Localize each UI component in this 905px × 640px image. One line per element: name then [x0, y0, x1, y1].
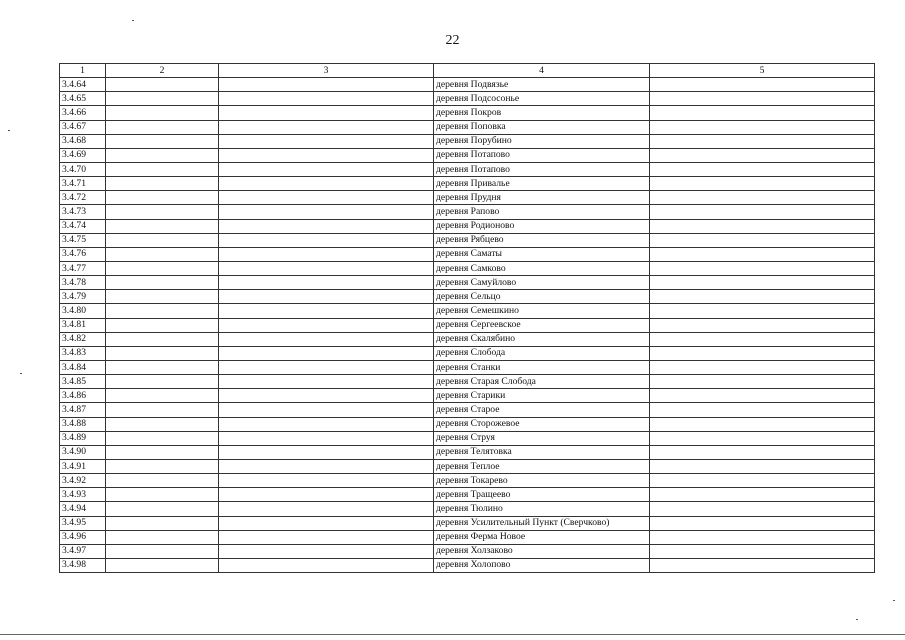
table-cell-col-5 — [650, 502, 875, 516]
table-cell-col-3 — [219, 276, 434, 290]
table-cell-col-3 — [219, 318, 434, 332]
table-cell-col-2 — [106, 233, 219, 247]
table-cell-col-4: деревня Самково — [434, 261, 650, 275]
table-cell-col-1: 3.4.96 — [60, 530, 106, 544]
table-cell-col-2 — [106, 92, 219, 106]
table-cell-col-1: 3.4.98 — [60, 558, 106, 572]
table-row — [60, 346, 875, 360]
table-cell-col-5 — [650, 134, 875, 148]
table-cell-col-5 — [650, 92, 875, 106]
table-cell-col-5 — [650, 162, 875, 176]
table-cell-col-5 — [650, 247, 875, 261]
table-cell-col-1: 3.4.91 — [60, 459, 106, 473]
table-cell-col-2 — [106, 389, 219, 403]
table-row — [60, 290, 875, 304]
table-cell-col-3 — [219, 360, 434, 374]
table-cell-col-4: деревня Сельцо — [434, 290, 650, 304]
table-cell-col-2 — [106, 417, 219, 431]
table-cell-col-4: деревня Подвязье — [434, 78, 650, 92]
table-cell-col-4: деревня Прудня — [434, 191, 650, 205]
scan-speck — [20, 373, 22, 374]
table-cell-col-1: 3.4.88 — [60, 417, 106, 431]
table-row — [60, 516, 875, 530]
table-cell-col-3 — [219, 191, 434, 205]
table-cell-col-4: деревня Порубино — [434, 134, 650, 148]
table-cell-col-3 — [219, 474, 434, 488]
table-cell-col-4: деревня Телятовка — [434, 445, 650, 459]
table-cell-col-2 — [106, 403, 219, 417]
table-cell-col-2 — [106, 162, 219, 176]
page-bottom-rule — [0, 634, 905, 635]
table-cell-col-4: деревня Холопово — [434, 558, 650, 572]
page-number: 22 — [445, 33, 460, 48]
table-cell-col-5 — [650, 120, 875, 134]
table-row — [60, 558, 875, 572]
table-row — [60, 459, 875, 473]
table-cell-col-2 — [106, 530, 219, 544]
table-cell-col-2 — [106, 332, 219, 346]
table-cell-col-5 — [650, 78, 875, 92]
table-cell-col-4: деревня Теплое — [434, 459, 650, 473]
table-cell-col-4: деревня Старики — [434, 389, 650, 403]
table-cell-col-1: 3.4.67 — [60, 120, 106, 134]
table-cell-col-3 — [219, 148, 434, 162]
table-cell-col-1: 3.4.78 — [60, 276, 106, 290]
table-cell-col-2 — [106, 318, 219, 332]
table-cell-col-5 — [650, 459, 875, 473]
table-cell-col-3 — [219, 78, 434, 92]
table-cell-col-4: деревня Скалябино — [434, 332, 650, 346]
table-cell-col-3 — [219, 290, 434, 304]
table-row — [60, 177, 875, 191]
table-cell-col-4: деревня Старая Слобода — [434, 375, 650, 389]
table-row — [60, 233, 875, 247]
table-cell-col-3 — [219, 247, 434, 261]
table-cell-col-2 — [106, 459, 219, 473]
table-row — [60, 276, 875, 290]
table-cell-col-2 — [106, 148, 219, 162]
table-row — [60, 474, 875, 488]
table-cell-col-4: деревня Потапово — [434, 162, 650, 176]
table-body — [60, 78, 875, 573]
scan-speck — [132, 20, 134, 21]
table-cell-col-5 — [650, 474, 875, 488]
table-row — [60, 502, 875, 516]
table-cell-col-5 — [650, 290, 875, 304]
table-cell-col-4: деревня Семешкино — [434, 304, 650, 318]
table-row — [60, 417, 875, 431]
table-cell-col-3 — [219, 445, 434, 459]
table-cell-col-4: деревня Тращеево — [434, 488, 650, 502]
table-cell-col-2 — [106, 177, 219, 191]
table-cell-col-3 — [219, 558, 434, 572]
table-cell-col-1: 3.4.86 — [60, 389, 106, 403]
table-row — [60, 191, 875, 205]
table-cell-col-4: деревня Поповка — [434, 120, 650, 134]
table-cell-col-5 — [650, 304, 875, 318]
table-row — [60, 261, 875, 275]
settlements-table — [59, 63, 875, 573]
table-cell-col-4: деревня Усилительный Пункт (Сверчково) — [434, 516, 650, 530]
table-row — [60, 134, 875, 148]
table-cell-col-1: 3.4.70 — [60, 162, 106, 176]
table-cell-col-1: 3.4.73 — [60, 205, 106, 219]
table-row — [60, 403, 875, 417]
table-cell-col-4: деревня Сергеевское — [434, 318, 650, 332]
table-cell-col-1: 3.4.92 — [60, 474, 106, 488]
table-cell-col-5 — [650, 445, 875, 459]
scan-speck — [8, 130, 10, 131]
table-cell-col-4: деревня Самуйлово — [434, 276, 650, 290]
table-cell-col-3 — [219, 134, 434, 148]
table-cell-col-1: 3.4.75 — [60, 233, 106, 247]
table-cell-col-1: 3.4.90 — [60, 445, 106, 459]
table-cell-col-5 — [650, 360, 875, 374]
table-cell-col-4: деревня Слобода — [434, 346, 650, 360]
table-cell-col-1: 3.4.83 — [60, 346, 106, 360]
table-cell-col-3 — [219, 233, 434, 247]
table-cell-col-2 — [106, 544, 219, 558]
scan-speck — [893, 600, 895, 601]
column-header-1: 1 — [60, 64, 106, 78]
table-cell-col-1: 3.4.82 — [60, 332, 106, 346]
table-cell-col-2 — [106, 106, 219, 120]
table-cell-col-3 — [219, 516, 434, 530]
table-row — [60, 445, 875, 459]
table-cell-col-3 — [219, 488, 434, 502]
table-cell-col-2 — [106, 474, 219, 488]
table-cell-col-3 — [219, 304, 434, 318]
table-cell-col-5 — [650, 219, 875, 233]
table-cell-col-5 — [650, 530, 875, 544]
table-cell-col-5 — [650, 332, 875, 346]
table-cell-col-3 — [219, 502, 434, 516]
table-row — [60, 92, 875, 106]
table-cell-col-5 — [650, 375, 875, 389]
table-row — [60, 360, 875, 374]
table-cell-col-2 — [106, 78, 219, 92]
table-cell-col-4: деревня Старое — [434, 403, 650, 417]
column-header-4: 4 — [434, 64, 650, 78]
table-row — [60, 318, 875, 332]
table-cell-col-3 — [219, 332, 434, 346]
table-cell-col-4: деревня Сторожевое — [434, 417, 650, 431]
column-header-2: 2 — [106, 64, 219, 78]
table-cell-col-3 — [219, 403, 434, 417]
table-cell-col-1: 3.4.64 — [60, 78, 106, 92]
table-cell-col-2 — [106, 502, 219, 516]
table-cell-col-4: деревня Подсосонье — [434, 92, 650, 106]
table-cell-col-5 — [650, 148, 875, 162]
table-cell-col-3 — [219, 530, 434, 544]
table-row — [60, 304, 875, 318]
table-cell-col-2 — [106, 205, 219, 219]
table-cell-col-4: деревня Рябцево — [434, 233, 650, 247]
table-cell-col-5 — [650, 403, 875, 417]
table-cell-col-1: 3.4.76 — [60, 247, 106, 261]
table-cell-col-3 — [219, 375, 434, 389]
table-cell-col-4: деревня Рапово — [434, 205, 650, 219]
header-row — [60, 64, 875, 78]
table-cell-col-2 — [106, 304, 219, 318]
table-cell-col-1: 3.4.74 — [60, 219, 106, 233]
table-cell-col-1: 3.4.69 — [60, 148, 106, 162]
column-header-3: 3 — [219, 64, 434, 78]
table-cell-col-5 — [650, 417, 875, 431]
table-cell-col-5 — [650, 177, 875, 191]
table-cell-col-3 — [219, 92, 434, 106]
table-cell-col-1: 3.4.66 — [60, 106, 106, 120]
table-row — [60, 120, 875, 134]
table-row — [60, 148, 875, 162]
table-cell-col-5 — [650, 191, 875, 205]
table-cell-col-3 — [219, 261, 434, 275]
table-row — [60, 431, 875, 445]
table-cell-col-1: 3.4.84 — [60, 360, 106, 374]
table-cell-col-2 — [106, 375, 219, 389]
table-row — [60, 488, 875, 502]
table-cell-col-3 — [219, 219, 434, 233]
table-cell-col-2 — [106, 488, 219, 502]
table-cell-col-3 — [219, 106, 434, 120]
scan-speck — [856, 619, 858, 620]
table-cell-col-1: 3.4.77 — [60, 261, 106, 275]
table-cell-col-3 — [219, 120, 434, 134]
table-cell-col-5 — [650, 261, 875, 275]
table-cell-col-2 — [106, 219, 219, 233]
table-cell-col-5 — [650, 544, 875, 558]
table-cell-col-1: 3.4.87 — [60, 403, 106, 417]
table-cell-col-5 — [650, 488, 875, 502]
table-cell-col-3 — [219, 431, 434, 445]
table-cell-col-1: 3.4.89 — [60, 431, 106, 445]
table-row — [60, 78, 875, 92]
table-cell-col-2 — [106, 134, 219, 148]
table-cell-col-4: деревня Родионово — [434, 219, 650, 233]
table-cell-col-2 — [106, 276, 219, 290]
table-row — [60, 389, 875, 403]
table-row — [60, 332, 875, 346]
table-cell-col-4: деревня Станки — [434, 360, 650, 374]
table-cell-col-5 — [650, 276, 875, 290]
table-cell-col-2 — [106, 261, 219, 275]
table-cell-col-1: 3.4.71 — [60, 177, 106, 191]
table-cell-col-3 — [219, 459, 434, 473]
table-cell-col-5 — [650, 106, 875, 120]
table-cell-col-1: 3.4.95 — [60, 516, 106, 530]
table-cell-col-5 — [650, 318, 875, 332]
table-cell-col-3 — [219, 177, 434, 191]
table-cell-col-5 — [650, 558, 875, 572]
table-cell-col-5 — [650, 389, 875, 403]
table-cell-col-1: 3.4.94 — [60, 502, 106, 516]
table-cell-col-1: 3.4.80 — [60, 304, 106, 318]
table-cell-col-1: 3.4.81 — [60, 318, 106, 332]
table-cell-col-3 — [219, 162, 434, 176]
table-cell-col-3 — [219, 544, 434, 558]
table-cell-col-3 — [219, 205, 434, 219]
table-cell-col-2 — [106, 120, 219, 134]
table-cell-col-5 — [650, 431, 875, 445]
table-cell-col-2 — [106, 290, 219, 304]
table-cell-col-4: деревня Тюлино — [434, 502, 650, 516]
table-cell-col-2 — [106, 346, 219, 360]
table-row — [60, 375, 875, 389]
table-cell-col-4: деревня Ферма Новое — [434, 530, 650, 544]
table-cell-col-4: деревня Струя — [434, 431, 650, 445]
table-cell-col-3 — [219, 417, 434, 431]
table-cell-col-1: 3.4.85 — [60, 375, 106, 389]
table-cell-col-4: деревня Токарево — [434, 474, 650, 488]
table-cell-col-2 — [106, 360, 219, 374]
table-cell-col-2 — [106, 247, 219, 261]
table-row — [60, 530, 875, 544]
table-row — [60, 247, 875, 261]
table-cell-col-1: 3.4.65 — [60, 92, 106, 106]
table-cell-col-1: 3.4.68 — [60, 134, 106, 148]
table-cell-col-3 — [219, 346, 434, 360]
table-cell-col-2 — [106, 516, 219, 530]
table-cell-col-1: 3.4.97 — [60, 544, 106, 558]
table-cell-col-3 — [219, 389, 434, 403]
table-cell-col-4: деревня Потапово — [434, 148, 650, 162]
table-row — [60, 162, 875, 176]
table-cell-col-1: 3.4.93 — [60, 488, 106, 502]
table-cell-col-4: деревня Саматы — [434, 247, 650, 261]
table-row — [60, 106, 875, 120]
table-cell-col-5 — [650, 233, 875, 247]
table-cell-col-4: деревня Покров — [434, 106, 650, 120]
table-cell-col-5 — [650, 516, 875, 530]
table-cell-col-2 — [106, 558, 219, 572]
table-cell-col-2 — [106, 445, 219, 459]
table-row — [60, 219, 875, 233]
table-cell-col-2 — [106, 431, 219, 445]
column-header-5: 5 — [650, 64, 875, 78]
table-row — [60, 205, 875, 219]
table-cell-col-4: деревня Привалье — [434, 177, 650, 191]
table-cell-col-4: деревня Холзаково — [434, 544, 650, 558]
table-cell-col-1: 3.4.79 — [60, 290, 106, 304]
table-cell-col-2 — [106, 191, 219, 205]
table-cell-col-5 — [650, 346, 875, 360]
table-cell-col-5 — [650, 205, 875, 219]
table-row — [60, 544, 875, 558]
table-cell-col-1: 3.4.72 — [60, 191, 106, 205]
